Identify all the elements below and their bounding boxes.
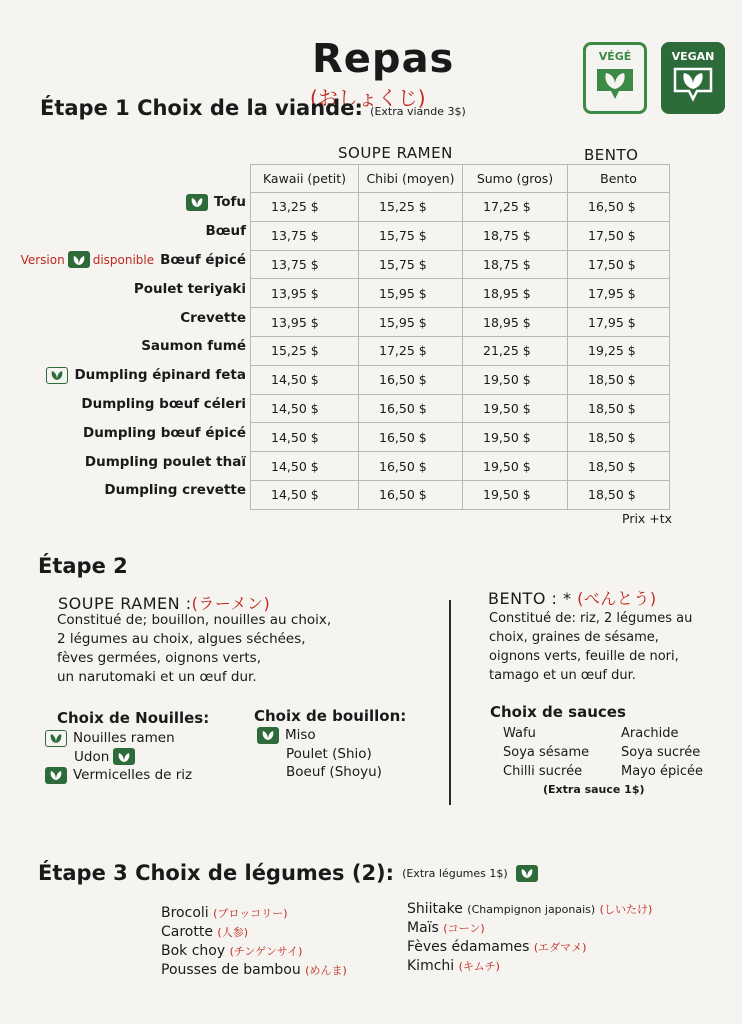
- row-label: [0, 188, 250, 217]
- vegetable-item: [161, 961, 347, 980]
- table-row: [251, 250, 670, 279]
- desc-line: Constitué de: riz, 2 légumes au: [489, 611, 693, 626]
- table-row: [251, 193, 670, 222]
- price-cell: 19,50 $: [463, 480, 568, 509]
- noodle-option-label: Vermicelles de riz: [73, 767, 193, 783]
- price-cell: 19,50 $: [463, 452, 568, 481]
- meat-label: Poulet teriyaki: [133, 280, 246, 297]
- version-text: Version: [20, 252, 65, 267]
- desc-line: tamago et un œuf dur.: [489, 668, 636, 683]
- vegan-badge-label: VEGAN: [671, 50, 715, 63]
- broth-option-label: Miso: [285, 727, 316, 743]
- step3-title: [38, 861, 544, 885]
- sauce-option: Soya sésame: [503, 745, 590, 760]
- vegetable-name: Carotte: [161, 924, 213, 940]
- extra-sauce-note: (Extra sauce 1$): [543, 783, 645, 796]
- step1-title: [40, 96, 466, 120]
- price-cell: 13,25 $: [251, 193, 359, 222]
- row-label: [0, 476, 250, 505]
- row-label: [0, 303, 250, 332]
- price-cell: 18,50 $: [568, 394, 670, 423]
- price-cell: 17,95 $: [568, 308, 670, 337]
- sauce-option: Arachide: [621, 726, 679, 741]
- vegetable-jp: (コーン): [443, 922, 485, 935]
- table-row: [251, 423, 670, 452]
- version-available-note: [21, 251, 155, 268]
- step3-title-text: Étape 3 Choix de légumes (2):: [38, 861, 395, 885]
- price-cell: 19,25 $: [568, 336, 670, 365]
- noodles-list: [45, 729, 192, 785]
- price-cell: 15,95 $: [359, 279, 463, 308]
- sauce-option: Soya sucrée: [621, 745, 701, 760]
- group-ramen-header: SOUPE RAMEN: [338, 144, 453, 162]
- vegan-icon: [45, 767, 67, 784]
- ramen-title-text: SOUPE RAMEN :: [58, 594, 192, 613]
- price-table-header-row: [251, 165, 670, 193]
- price-table: [250, 164, 670, 510]
- sauce-option: Chilli sucrée: [503, 764, 583, 779]
- price-cell: 17,25 $: [359, 336, 463, 365]
- price-cell: 14,50 $: [251, 480, 359, 509]
- meat-label: Dumpling épinard feta: [74, 367, 246, 384]
- vegetable-item: [407, 900, 652, 919]
- bento-title-text: BENTO : *: [488, 589, 572, 608]
- bento-title-jp: (べんとう): [577, 589, 657, 608]
- price-cell: 13,75 $: [251, 250, 359, 279]
- vegetable-name: Pousses de bambou: [161, 962, 301, 978]
- price-cell: 16,50 $: [359, 423, 463, 452]
- vegetable-item: [407, 957, 652, 976]
- vegan-icon: [257, 727, 279, 744]
- meat-label: Tofu: [213, 194, 246, 211]
- vegetable-item: [161, 942, 347, 961]
- table-row: [251, 480, 670, 509]
- vegan-badge: [661, 42, 725, 114]
- noodles-title: Choix de Nouilles:: [57, 709, 210, 727]
- vegetable-item: [161, 904, 347, 923]
- price-cell: 16,50 $: [359, 480, 463, 509]
- price-cell: 15,95 $: [359, 308, 463, 337]
- price-cell: 17,50 $: [568, 221, 670, 250]
- noodle-option-label: Udon: [74, 748, 110, 765]
- vegetable-jp: (エダマメ): [533, 941, 587, 954]
- desc-line: Constitué de; bouillon, nouilles au choix,: [57, 612, 332, 628]
- noodle-option-label: Nouilles ramen: [73, 730, 175, 746]
- version-text: disponible: [92, 252, 155, 267]
- row-label: [0, 418, 250, 447]
- step3-extra: (Extra légumes 1$): [402, 866, 508, 880]
- table-row: [251, 279, 670, 308]
- vege-icon: [46, 367, 68, 384]
- meat-label: Bœuf: [205, 223, 246, 240]
- meat-label: Dumpling bœuf épicé: [82, 424, 246, 441]
- price-table-body: [251, 193, 670, 510]
- vege-badge-label: VÉGÉ: [598, 50, 632, 63]
- vegetable-name: Fèves édamames: [407, 939, 530, 955]
- vegetable-item: [407, 919, 652, 938]
- col-header-bento: Bento: [568, 165, 670, 193]
- table-row: [251, 308, 670, 337]
- row-label: [0, 332, 250, 361]
- price-cell: 18,50 $: [568, 452, 670, 481]
- meat-label: Crevette: [180, 309, 246, 326]
- vegan-icon: [68, 251, 90, 268]
- broth-title: Choix de bouillon:: [254, 707, 407, 725]
- sauce-option: Mayo épicée: [621, 764, 703, 779]
- price-cell: 18,50 $: [568, 423, 670, 452]
- vege-icon: [45, 730, 67, 747]
- row-label: [0, 246, 250, 275]
- price-cell: 15,75 $: [359, 250, 463, 279]
- price-cell: 17,25 $: [463, 193, 568, 222]
- broth-option-label: Poulet (Shio): [286, 745, 372, 762]
- vegetable-name: Brocoli: [161, 905, 209, 921]
- row-labels: [0, 188, 250, 505]
- list-item: [257, 726, 382, 745]
- vegetable-jp: (しいたけ): [599, 903, 653, 916]
- price-cell: 21,25 $: [463, 336, 568, 365]
- price-cell: 16,50 $: [359, 394, 463, 423]
- vegetable-jp: (チンゲンサイ): [229, 945, 303, 958]
- price-cell: 13,75 $: [251, 221, 359, 250]
- desc-line: choix, graines de sésame,: [489, 630, 659, 645]
- group-bento-header: BENTO: [584, 146, 639, 164]
- row-label: [0, 217, 250, 246]
- bento-section-title: [488, 586, 657, 609]
- col-header-sumo: Sumo (gros): [463, 165, 568, 193]
- row-label: [0, 390, 250, 419]
- table-row: [251, 336, 670, 365]
- price-cell: 16,50 $: [568, 193, 670, 222]
- price-cell: 16,50 $: [359, 365, 463, 394]
- desc-line: 2 légumes au choix, algues séchées,: [57, 631, 306, 647]
- vege-badge: [583, 42, 647, 114]
- meat-label: Dumpling crevette: [104, 482, 246, 499]
- price-cell: 18,50 $: [568, 365, 670, 394]
- price-cell: 13,95 $: [251, 308, 359, 337]
- sauce-option: Wafu: [503, 726, 536, 741]
- vegetable-name: Maïs: [407, 920, 439, 936]
- price-cell: 18,75 $: [463, 221, 568, 250]
- row-label: [0, 447, 250, 476]
- vegetable-list-right: [407, 900, 652, 976]
- desc-line: fèves germées, oignons verts,: [57, 650, 261, 666]
- row-label: [0, 274, 250, 303]
- vegetable-jp: (キムチ): [458, 960, 500, 973]
- price-cell: 19,50 $: [463, 365, 568, 394]
- vegetable-list-left: [161, 904, 347, 980]
- price-cell: 15,25 $: [251, 336, 359, 365]
- desc-line: oignons verts, feuille de nori,: [489, 649, 679, 664]
- sauces-title: Choix de sauces: [490, 703, 626, 721]
- price-cell: 17,95 $: [568, 279, 670, 308]
- page-title: Repas: [312, 36, 455, 82]
- meat-label: Dumpling poulet thaï: [84, 453, 246, 470]
- list-item: [257, 745, 382, 764]
- step1-extra: (Extra viande 3$): [370, 105, 466, 118]
- table-row: [251, 394, 670, 423]
- meat-label: Dumpling bœuf céleri: [81, 395, 246, 412]
- vegan-icon: [113, 748, 135, 765]
- price-cell: 19,50 $: [463, 423, 568, 452]
- vegetable-jp: (めんま): [305, 964, 347, 977]
- step1-title-text: Étape 1 Choix de la viande:: [40, 96, 363, 120]
- price-cell: 17,50 $: [568, 250, 670, 279]
- desc-line: un narutomaki et un œuf dur.: [57, 669, 257, 685]
- price-cell: 14,50 $: [251, 365, 359, 394]
- price-cell: 13,95 $: [251, 279, 359, 308]
- price-note: Prix +tx: [622, 511, 673, 526]
- vegetable-jp: (ブロッコリー): [213, 907, 288, 920]
- ramen-description: [57, 611, 331, 687]
- meat-label: Bœuf épicé: [160, 251, 246, 268]
- broth-option-label: Boeuf (Shoyu): [286, 764, 382, 780]
- col-header-chibi: Chibi (moyen): [359, 165, 463, 193]
- step2-title: Étape 2: [38, 554, 128, 578]
- leaf-icon: [671, 65, 715, 105]
- vegan-icon: [516, 865, 538, 882]
- vegan-icon: [186, 194, 208, 211]
- vegetable-note: (Champignon japonais): [467, 903, 596, 916]
- sauces-list: [503, 724, 731, 781]
- list-item: [45, 766, 192, 785]
- price-cell: 18,95 $: [463, 308, 568, 337]
- leaf-icon: [593, 65, 637, 105]
- price-cell: 18,75 $: [463, 250, 568, 279]
- col-header-kawaii: Kawaii (petit): [251, 165, 359, 193]
- list-item: [257, 763, 382, 782]
- vegetable-jp: (人参): [217, 926, 249, 939]
- price-cell: 14,50 $: [251, 423, 359, 452]
- ramen-title-jp: (ラーメン): [191, 594, 271, 613]
- price-cell: 15,75 $: [359, 221, 463, 250]
- table-row: [251, 452, 670, 481]
- broth-list: [257, 726, 382, 782]
- list-item: [45, 748, 192, 767]
- row-label: [0, 361, 250, 390]
- vegetable-name: Bok choy: [161, 943, 226, 959]
- vegetable-item: [407, 938, 652, 957]
- price-cell: 19,50 $: [463, 394, 568, 423]
- vegetable-name: Kimchi: [407, 958, 455, 974]
- bento-description: [489, 609, 692, 685]
- column-divider: [449, 600, 451, 805]
- table-row: [251, 365, 670, 394]
- page-title-jp: (おしょくじ): [310, 86, 426, 110]
- table-row: [251, 221, 670, 250]
- list-item: [45, 729, 192, 748]
- price-cell: 14,50 $: [251, 394, 359, 423]
- price-cell: 18,50 $: [568, 480, 670, 509]
- price-cell: 14,50 $: [251, 452, 359, 481]
- vegetable-name: Shiitake: [407, 901, 463, 917]
- meat-label: Saumon fumé: [141, 338, 246, 355]
- price-cell: 16,50 $: [359, 452, 463, 481]
- price-cell: 18,95 $: [463, 279, 568, 308]
- vegetable-item: [161, 923, 347, 942]
- price-cell: 15,25 $: [359, 193, 463, 222]
